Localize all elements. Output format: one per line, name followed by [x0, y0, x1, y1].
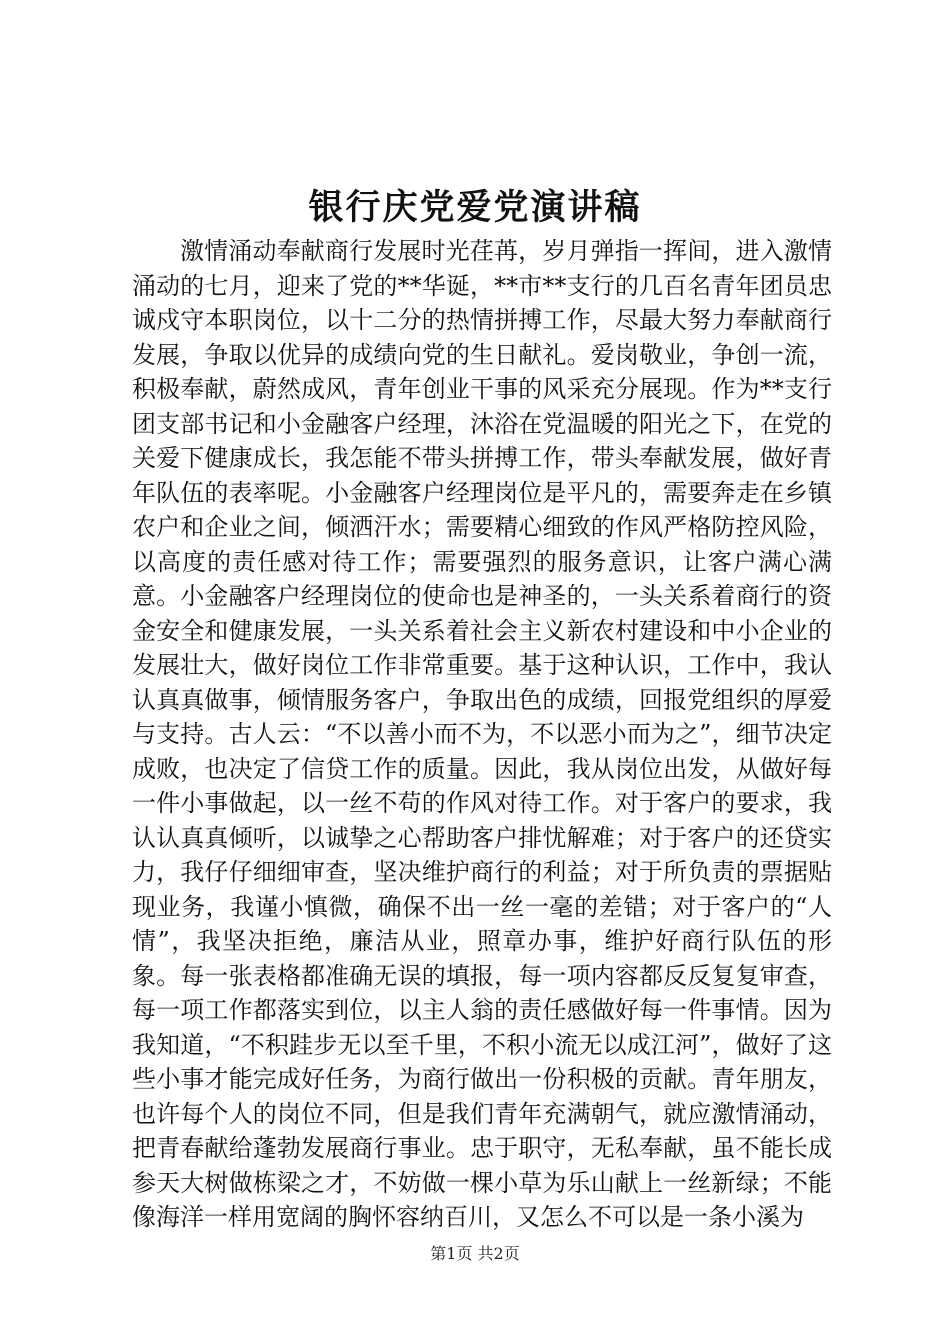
document-body-paragraph: 激情涌动奉献商行发展时光荏苒，岁月弹指一挥间，进入激情涌动的七月，迎来了党的**华诞，**市**支行的几百名青年团员忠诚戍守本职岗位，以十二分的热情拼搏工作，尽最大努力奉献商行发展，争取以优异的成绩向党的生日献礼。爱岗敬业，争创一流，积极奉献，蔚然成风，青年创业干事的风采充分展现。作为**支行团支部书记和小金融客户经理，沐浴在党温暖的阳光之下，在党的关爱下健康成长，我怎能不带头拼搏工作，带头奉献发展，做好青年队伍的表率呢。小金融客户经理岗位是平凡的，需要奔走在乡镇农户和企业之间，倾洒汗水；需要精心细致的作风严格防控风险，以高度的责任感对待工作；需要强烈的服务意识，让客户满心满意。小金融客户经理岗位的使命也是神圣的，一头关系着商行的资金安全和健康发展，一头关系着社会主义新农村建设和中小企业的发展壮大，做好岗位工作非常重要。基于这种认识，工作中，我认认真真做事，倾情服务客户，争取出色的成绩，回报党组织的厚爱与支持。古人云：“不以善小而不为，不以恶小而为之”，细节决定成败，也决定了信贷工作的质量。因此，我从岗位出发，从做好每一件小事做起，以一丝不苟的作风对待工作。对于客户的要求，我认认真真倾听，以诚挚之心帮助客户排忧解难；对于客户的还贷实力，我仔仔细细审查，坚决维护商行的利益；对于所负责的票据贴现业务，我谨小慎微，确保不出一丝一毫的差错；对于客户的“人情”，我坚决拒绝，廉洁从业，照章办事，维护好商行队伍的形象。每一张表格都准确无误的填报，每一项内容都反反复复审查，每一项工作都落实到位，以主人翁的责任感做好每一件事情。因为我知道，“不积跬步无以至千里，不积小流无以成江河”，做好了这些小事才能完成好任务，为商行做出一份积极的贡献。青年朋友，也许每个人的岗位不同，但是我们青年充满朝气，就应激情涌动，把青春献给蓬勃发展商行事业。忠于职守，无私奉献，虽不能长成参天大树做栋梁之才，不妨做一棵小草为乐山献上一丝新绿；不能像海洋一样用宽阔的胸怀容纳百川，又怎么不可以是一条小溪为 — [132, 237, 832, 1231]
page-footer: 第1页 共2页 — [430, 1244, 520, 1263]
document-title: 银行庆党爱党演讲稿 — [308, 187, 642, 228]
